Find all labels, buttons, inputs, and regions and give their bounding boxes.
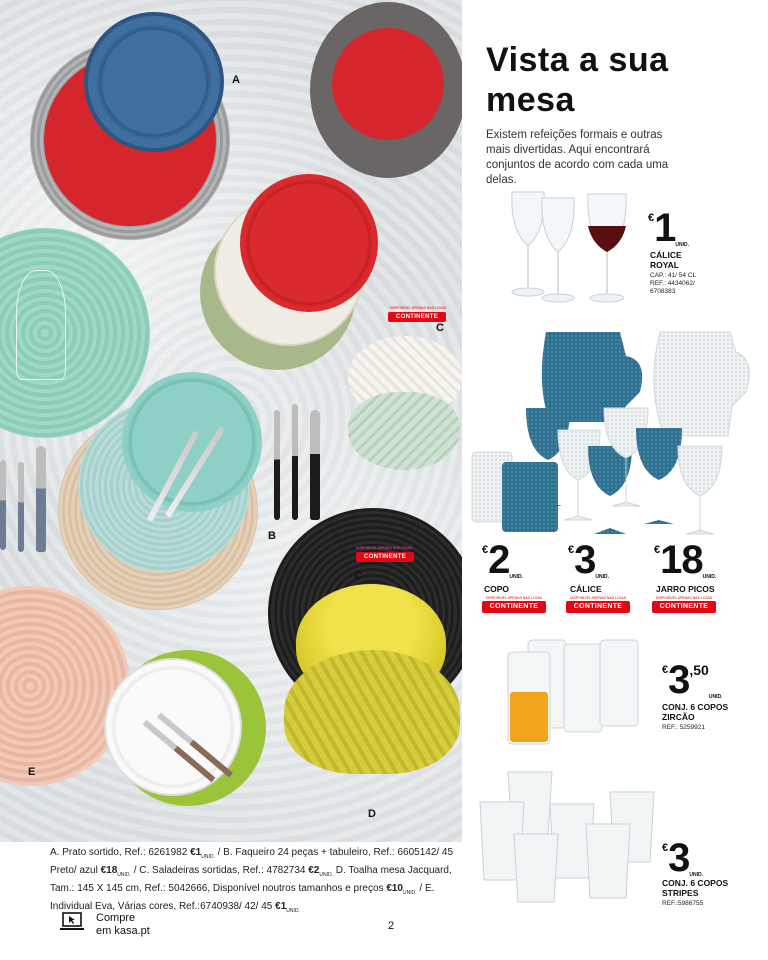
price-calice-royal <box>648 208 689 248</box>
price-unit: UNID. <box>675 242 689 248</box>
currency: € <box>482 544 489 556</box>
label-e: E <box>28 766 36 778</box>
currency: € <box>654 544 661 556</box>
price-jarro-picos <box>654 540 716 580</box>
caption-d-unit: UNID. <box>403 890 417 896</box>
product-name-stripes: CONJ. 6 COPOS STRIPES <box>662 878 729 898</box>
footer-line-2: em kasa.pt <box>96 925 150 937</box>
cutlery-blue-spoon <box>36 446 46 552</box>
price-unit: UNID. <box>702 574 717 580</box>
product-ref-1b: REF.: 4434062/ <box>650 280 695 287</box>
caption-d-text: D. Toalha mesa Jacquard, Tam.: 145 X 145 cm, Ref.: 5042666, Disponível noutros tamanhos e preços <box>50 865 452 894</box>
price-cents: ,50 <box>689 662 709 678</box>
price-stripes <box>662 838 703 878</box>
price-value: 18 <box>660 538 703 582</box>
caption-c-unit: UNID. <box>319 872 333 878</box>
product-name-zircao: CONJ. 6 COPOS ZIRCÃO <box>662 702 729 722</box>
price-unit: UNID. <box>509 574 523 580</box>
zircao-glasses-image <box>504 636 644 748</box>
red-bowl-inner <box>332 28 444 140</box>
product-name-jarro-picos: JARRO PICOS <box>656 584 715 594</box>
blue-glassware-image <box>470 326 760 540</box>
photo-badge-continente-2: CONTINENTE <box>356 552 414 562</box>
caption-c-price: €2 <box>308 865 320 876</box>
red-plate-small <box>240 174 378 312</box>
product-ref-1c: 6708383 <box>650 288 676 295</box>
label-c-top: C <box>436 322 444 334</box>
price-copo <box>482 540 523 580</box>
page-number: 2 <box>388 920 395 932</box>
cutlery-black-fork <box>274 410 280 520</box>
product-ref-1a: CAP.: 41/ 54 CL <box>650 272 697 279</box>
yellow-bowl-bottom <box>284 650 460 774</box>
photo-caption <box>50 846 460 918</box>
title-line-1: Vista a sua <box>486 41 669 79</box>
product-name-calice: CÁLICE <box>570 584 602 594</box>
product-ref-zircao: REF.: 5259921 <box>662 724 706 731</box>
page-title <box>486 40 746 120</box>
caption-d-price: €10 <box>386 883 403 894</box>
currency: € <box>568 544 575 556</box>
blue-plate <box>84 12 224 152</box>
currency: € <box>662 664 669 676</box>
cutlery-blue-fork <box>0 460 6 550</box>
stripes-glasses-image <box>478 768 658 904</box>
price-value: 3 <box>574 538 596 582</box>
price-value: 3 <box>668 658 690 702</box>
continente-badge-jarro: CONTINENTE <box>652 601 716 613</box>
price-value: 1 <box>654 206 676 250</box>
caption-c-text: / C. Saladeiras sortidas, Ref.: 4782734 <box>133 865 306 876</box>
price-calice <box>568 540 609 580</box>
continente-badge-copo: CONTINENTE <box>482 601 546 613</box>
mint-salad-bowl <box>348 392 460 470</box>
continente-badge-calice: CONTINENTE <box>566 601 630 613</box>
product-name-calice-royal: CÁLICE ROYAL <box>650 250 682 270</box>
laptop-cursor-icon[interactable] <box>60 912 84 932</box>
badge-note-copo: DISPONÍVEL APENAS NAS LOJAS <box>485 596 543 600</box>
cutlery-blue-knife <box>18 462 24 552</box>
price-unit: UNID. <box>708 694 723 700</box>
footer-line-1: Compre <box>96 912 136 924</box>
caption-e-price: €1 <box>275 901 287 912</box>
caption-e-text: / E. Individual Eva, Várias cores, Ref.:6740938/ 42/ 45 <box>50 883 435 912</box>
product-ref-stripes: REF.:5986755 <box>662 900 704 907</box>
photo-badge-note-1: DISPONÍVEL APENAS NAS LOJAS <box>389 306 447 310</box>
price-value: 2 <box>488 538 510 582</box>
currency: € <box>662 842 669 854</box>
label-c-bottom: C <box>354 570 362 582</box>
photo-badge-continente-1: CONTINENTE <box>388 312 446 322</box>
caption-e-unit: UNID. <box>286 908 300 914</box>
cutlery-black-spoon <box>310 410 320 520</box>
caption-a-price: €1 <box>190 847 202 858</box>
product-name-copo: COPO <box>484 584 510 594</box>
caption-b-price: €18 <box>100 865 118 876</box>
cutlery-black-knife <box>292 404 298 520</box>
price-unit: UNID. <box>689 872 703 878</box>
label-a: A <box>232 74 240 86</box>
price-unit: UNID. <box>595 574 609 580</box>
price-zircao <box>662 660 722 700</box>
caption-b-unit: UNID. <box>117 872 131 878</box>
currency: € <box>648 212 655 224</box>
label-b: B <box>268 530 276 542</box>
caption-b-text: / B. Faqueiro 24 peças + tabuleiro, Ref.: 6605142/ 45 Preto/ azul <box>50 847 454 876</box>
wine-glass <box>16 270 66 380</box>
caption-a-text: A. Prato sortido, Ref.: 6261982 <box>50 847 188 858</box>
price-value: 3 <box>668 836 690 880</box>
label-d: D <box>368 808 376 820</box>
wine-glass-red <box>584 192 630 304</box>
footer-link-kasa[interactable] <box>96 912 150 938</box>
photo-badge-note-2: DISPONÍVEL APENAS NAS LOJAS <box>355 546 413 550</box>
badge-note-calice: DISPONÍVEL APENAS NAS LOJAS <box>569 596 627 600</box>
intro-text: Existem refeições formais e outras mais divertidas. Aqui encontrará conjuntos de acordo com cada uma delas. <box>486 129 669 186</box>
wine-glass-2 <box>538 196 578 304</box>
badge-note-jarro: DISPONÍVEL APENAS NAS LOJAS <box>655 596 713 600</box>
caption-a-unit: UNID. <box>201 854 215 860</box>
title-line-2: mesa <box>486 81 575 119</box>
